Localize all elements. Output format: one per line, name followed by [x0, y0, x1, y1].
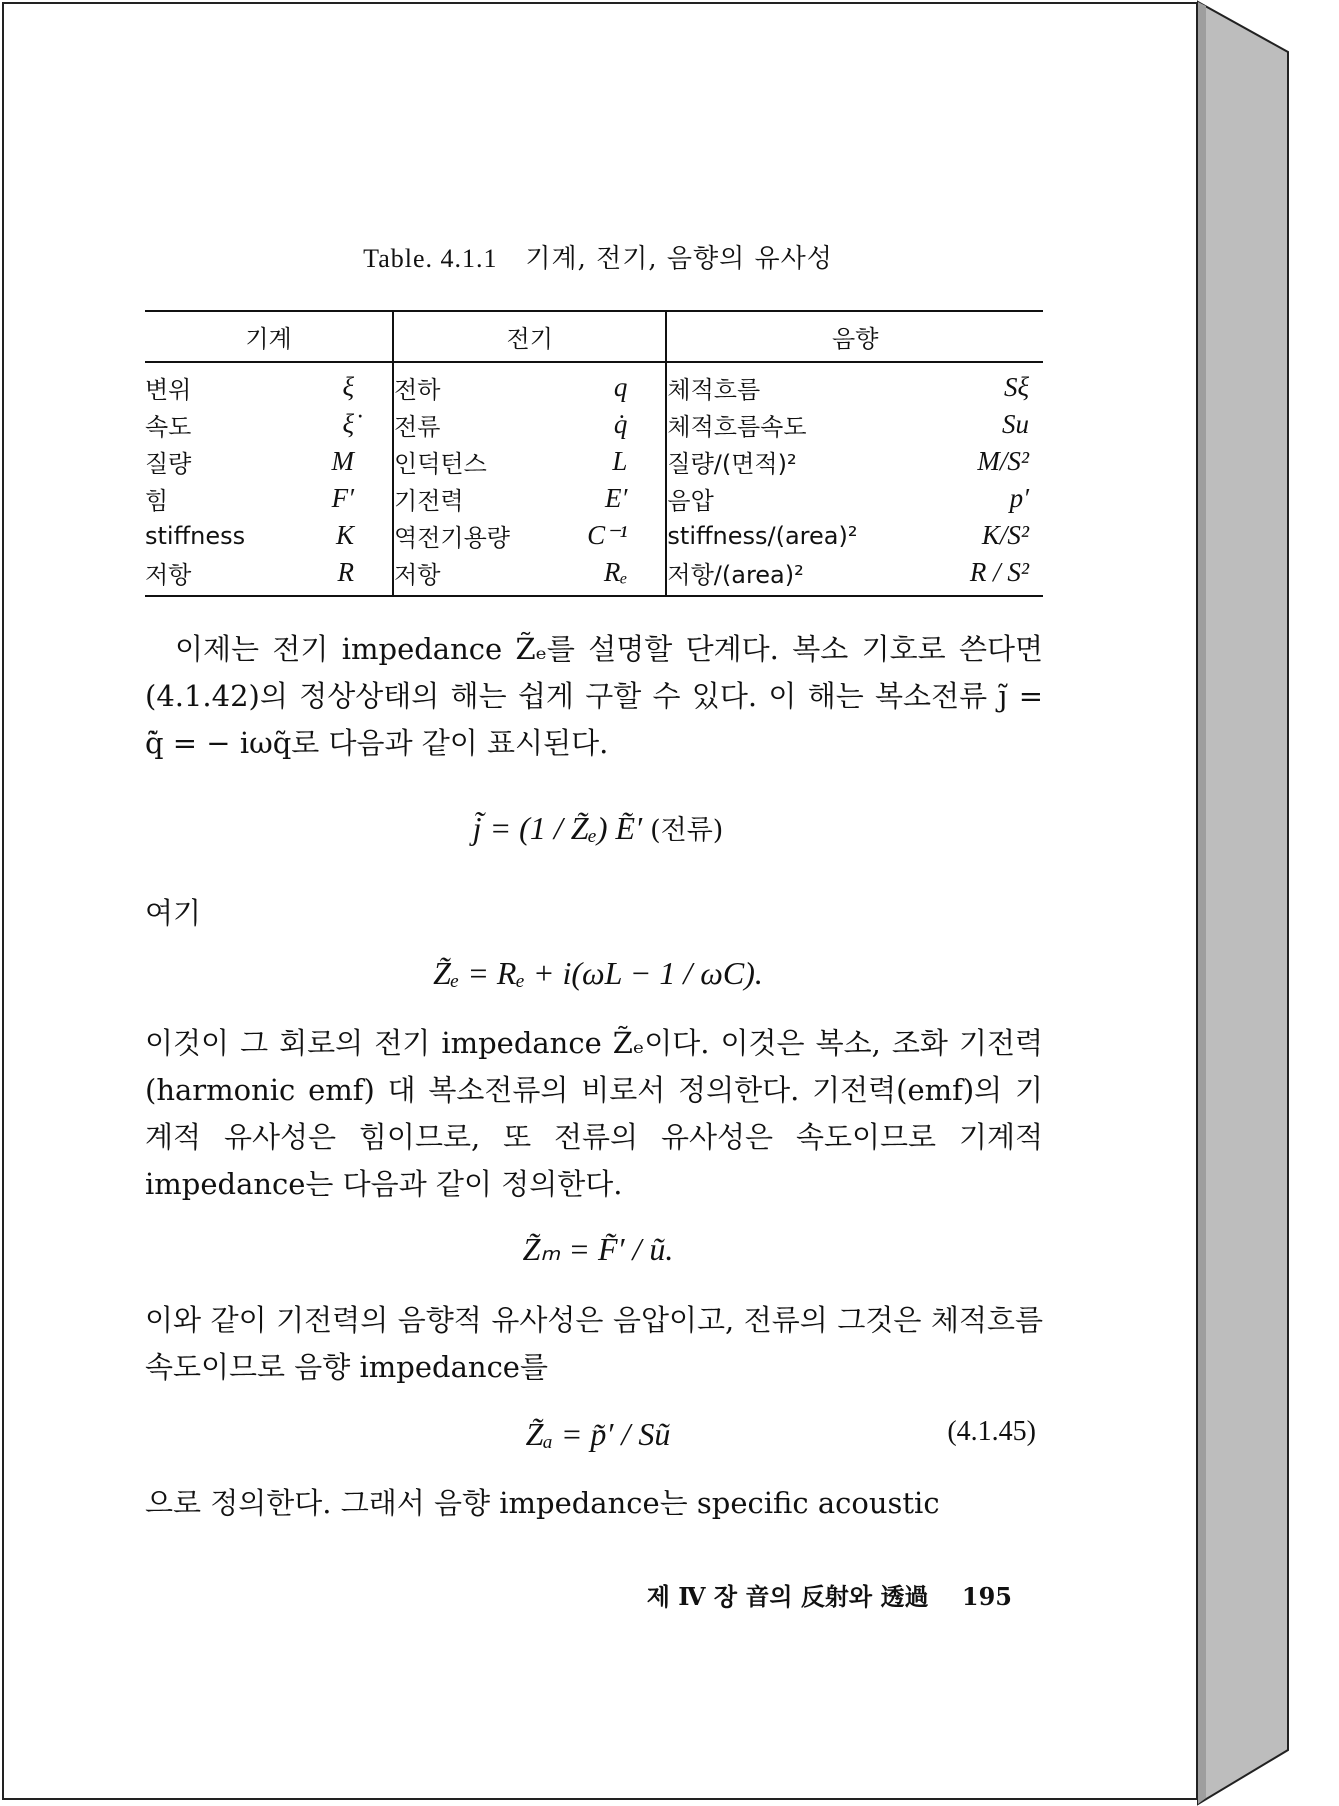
table-title: 기계, 전기, 음향의 유사성: [525, 244, 833, 274]
table-row: [145, 362, 1043, 406]
header-acoustic: 음향: [666, 311, 1043, 362]
mech-term: stiffness: [145, 521, 246, 550]
equation-number: (4.1.45): [947, 1416, 1036, 1447]
acou-term: 체적흐름속도: [667, 413, 807, 441]
analogy-table: [145, 310, 1043, 597]
table-row: [145, 554, 1043, 596]
page-number: 195: [961, 1582, 1012, 1611]
equation-current: j̃ = (1 / Z̃ₑ) Ẽ′ (전류): [472, 810, 724, 846]
table-row: [145, 480, 1043, 517]
elec-term: 저항: [393, 554, 550, 596]
mech-symbol: K: [301, 517, 393, 554]
acou-term: 체적흐름: [667, 376, 761, 404]
table-row: [145, 517, 1043, 554]
mech-symbol: F′: [301, 480, 393, 517]
elec-symbol: L: [550, 443, 666, 480]
elec-symbol: q: [550, 362, 666, 406]
acou-term: 질량/(면적)²: [667, 450, 797, 478]
table-label: Table. 4.1.1: [363, 244, 498, 273]
header-mechanical: 기계: [145, 311, 393, 362]
mech-symbol: M: [301, 443, 393, 480]
equation-acoustic-impedance: Z̃ₐ = p̃′ / Sũ (4.1.45): [525, 1416, 1036, 1452]
table-caption: [0, 238, 1196, 275]
elec-symbol: E′: [550, 480, 666, 517]
acou-term: 음압: [667, 487, 714, 515]
elec-symbol: C⁻¹: [550, 517, 666, 554]
elec-symbol: q̇: [550, 406, 666, 443]
equation-electrical-impedance: Z̃ₑ = Rₑ + i(ωL − 1 / ωC).: [433, 955, 763, 991]
page-footer: [0, 1577, 1012, 1612]
paragraph-2: 여기: [145, 896, 202, 930]
table-row: [145, 443, 1043, 480]
mech-term: 질량: [145, 450, 192, 478]
mech-symbol: ξ̇: [301, 406, 393, 443]
mech-term: 속도: [145, 413, 192, 441]
elec-term: 역전기용량: [394, 524, 510, 552]
paragraph-5: 으로 정의한다. 그래서 음향 impedance는 specific acoustic: [145, 1486, 940, 1520]
running-head: 제 Ⅳ 장 音의 反射와 透過: [646, 1582, 929, 1611]
mech-symbol: ξ: [301, 362, 393, 406]
elec-term: 기전력: [394, 487, 464, 515]
header-electrical: 전기: [393, 311, 666, 362]
acou-symbol: M/S²: [977, 446, 1029, 476]
acou-term: stiffness/(area)²: [667, 521, 858, 550]
paragraph-3: 이것이 그 회로의 전기 impedance Z̃ₑ이다. 이것은 복소, 조화 기전력(harmonic emf) 대 복소전류의 비로서 정의한다. 기전력(emf)의 기계적 유사성은 힘이므로, 또 전류의 유사성은 속도이므로 기계적 impedance는 다음과 같이 정의한다.: [145, 1026, 1043, 1201]
acou-symbol: K/S²: [981, 520, 1029, 550]
acou-symbol: p′: [1009, 483, 1029, 513]
equation-mechanical-impedance: Z̃ₘ = F̃′ / ũ.: [522, 1231, 674, 1267]
mech-term: 변위: [145, 376, 192, 404]
mech-term: 힘: [145, 487, 169, 515]
acou-symbol: R / S²: [935, 554, 1043, 596]
acou-term: 저항/(area)²: [666, 554, 935, 596]
elec-term: 전하: [394, 376, 441, 404]
elec-term: 전류: [394, 413, 441, 441]
mech-term: 저항: [145, 554, 301, 596]
acou-symbol: Sξ: [1003, 372, 1029, 402]
table-row: [145, 406, 1043, 443]
mech-symbol: R: [301, 554, 393, 596]
elec-symbol: Rₑ: [550, 554, 666, 596]
elec-term: 인덕턴스: [394, 450, 487, 478]
equation-current-note: (전류): [650, 815, 724, 846]
paragraph-4: 이와 같이 기전력의 음향적 유사성은 음압이고, 전류의 그것은 체적흐름 속도이므로 음향 impedance를: [145, 1303, 1043, 1384]
acou-symbol: Su: [1002, 409, 1029, 439]
paragraph-1: 이제는 전기 impedance Z̃ₑ를 설명할 단계다. 복소 기호로 쓴다면 (4.1.42)의 정상상태의 해는 쉽게 구할 수 있다. 이 해는 복소전류 j̃ = q̃̇ = − iωq̃로 다음과 같이 표시된다.: [145, 632, 1043, 760]
